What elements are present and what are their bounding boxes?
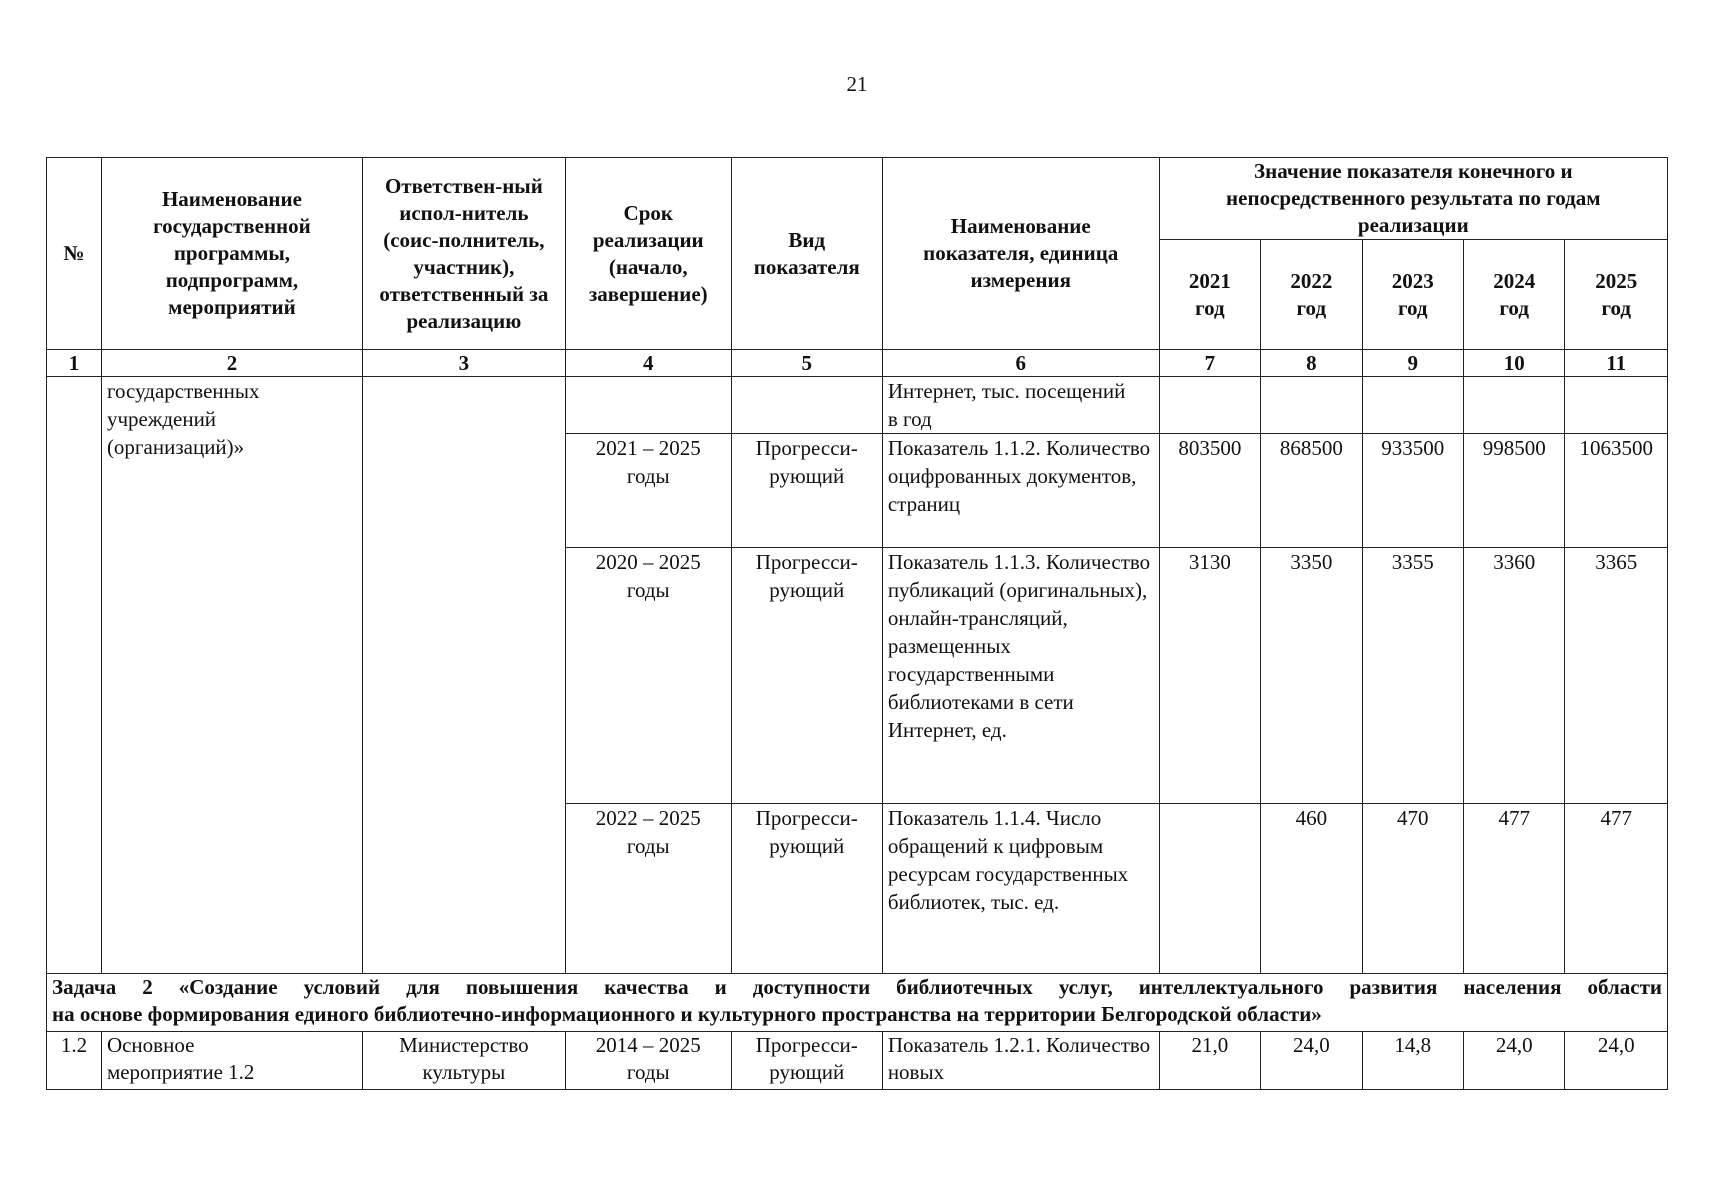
header-values-group: Значение показателя конечного и непосредственного результата по годам реализации bbox=[1159, 158, 1667, 240]
column-number: 7 bbox=[1159, 350, 1260, 377]
program-name-cell: Основное мероприятие 1.2 bbox=[101, 1032, 362, 1090]
table-row bbox=[47, 1032, 1668, 1090]
page-number: 21 bbox=[846, 72, 868, 96]
task-2-line-2: на основе формирования единого библиотечно-информационного и культурного пространства на территории Белгородской области» bbox=[52, 1002, 1322, 1026]
value-2024: 3360 bbox=[1463, 548, 1564, 804]
value-2023 bbox=[1362, 377, 1463, 434]
column-number: 11 bbox=[1565, 350, 1668, 377]
value-2023: 470 bbox=[1362, 804, 1463, 974]
header-type: Вид показателя bbox=[731, 158, 882, 350]
row-num-cell: 1.2 bbox=[47, 1032, 102, 1090]
indicators-table bbox=[46, 157, 1668, 1090]
indicator-cell: Показатель 1.1.4. Число обращений к цифровым ресурсам государственных библиотек, тыс. ед. bbox=[882, 804, 1159, 974]
value-2022: 460 bbox=[1261, 804, 1362, 974]
column-number: 5 bbox=[731, 350, 882, 377]
header-row-1 bbox=[47, 158, 1668, 240]
value-2025 bbox=[1565, 377, 1668, 434]
column-number: 10 bbox=[1463, 350, 1564, 377]
column-number: 3 bbox=[362, 350, 565, 377]
indicator-cell: Показатель 1.1.2. Количество оцифрованных документов, страниц bbox=[882, 434, 1159, 548]
value-2023: 933500 bbox=[1362, 434, 1463, 548]
period-cell: 2020 – 2025 годы bbox=[565, 548, 731, 804]
column-numbers-row bbox=[47, 350, 1668, 377]
column-number: 6 bbox=[882, 350, 1159, 377]
table-row bbox=[47, 377, 1668, 434]
period-cell bbox=[565, 377, 731, 434]
type-cell: Прогресси-рующий bbox=[731, 804, 882, 974]
executor-cell bbox=[362, 377, 565, 974]
value-2021 bbox=[1159, 377, 1260, 434]
indicator-cell: Интернет, тыс. посещений в год bbox=[882, 377, 1159, 434]
value-2024: 477 bbox=[1463, 804, 1564, 974]
header-year-2022: 2022 год bbox=[1261, 240, 1362, 350]
task-2-row bbox=[47, 974, 1668, 1032]
type-cell: Прогресси-рующий bbox=[731, 548, 882, 804]
indicator-cell: Показатель 1.2.1. Количество новых bbox=[882, 1032, 1159, 1090]
type-cell bbox=[731, 377, 882, 434]
value-2024: 24,0 bbox=[1463, 1032, 1564, 1090]
type-cell: Прогресси-рующий bbox=[731, 434, 882, 548]
column-number: 1 bbox=[47, 350, 102, 377]
value-2021: 3130 bbox=[1159, 548, 1260, 804]
header-year-2023: 2023 год bbox=[1362, 240, 1463, 350]
value-2025: 1063500 bbox=[1565, 434, 1668, 548]
row-num-cell bbox=[47, 377, 102, 974]
value-2025: 477 bbox=[1565, 804, 1668, 974]
period-cell: 2014 – 2025 годы bbox=[565, 1032, 731, 1090]
value-2023: 3355 bbox=[1362, 548, 1463, 804]
value-2022 bbox=[1261, 377, 1362, 434]
header-year-2025: 2025 год bbox=[1565, 240, 1668, 350]
value-2021: 21,0 bbox=[1159, 1032, 1260, 1090]
column-number: 8 bbox=[1261, 350, 1362, 377]
header-year-2021: 2021 год bbox=[1159, 240, 1260, 350]
task-2-line-1: Задача 2 «Создание условий для повышения качества и доступности библиотечных услуг, интеллектуального развития населения области bbox=[52, 975, 1662, 999]
header-year-2024: 2024 год bbox=[1463, 240, 1564, 350]
header-indicator: Наименование показателя, единица измерения bbox=[882, 158, 1159, 350]
value-2022: 3350 bbox=[1261, 548, 1362, 804]
period-cell: 2021 – 2025 годы bbox=[565, 434, 731, 548]
column-number: 2 bbox=[101, 350, 362, 377]
indicator-cell: Показатель 1.1.3. Количество публикаций (оригинальных), онлайн-трансляций, размещенных государственными библиотеками в сети Интернет, ед. bbox=[882, 548, 1159, 804]
value-2021: 803500 bbox=[1159, 434, 1260, 548]
header-num: № bbox=[47, 158, 102, 350]
header-program: Наименование государственной программы, подпрограмм, мероприятий bbox=[101, 158, 362, 350]
value-2024 bbox=[1463, 377, 1564, 434]
value-2021 bbox=[1159, 804, 1260, 974]
period-cell: 2022 – 2025 годы bbox=[565, 804, 731, 974]
type-cell: Прогресси-рующий bbox=[731, 1032, 882, 1090]
header-period: Срок реализации (начало, завершение) bbox=[565, 158, 731, 350]
value-2024: 998500 bbox=[1463, 434, 1564, 548]
header-executor: Ответствен-ный испол-нитель (соис-полнитель, участник), ответственный за реализацию bbox=[362, 158, 565, 350]
value-2022: 868500 bbox=[1261, 434, 1362, 548]
value-2025: 3365 bbox=[1565, 548, 1668, 804]
value-2022: 24,0 bbox=[1261, 1032, 1362, 1090]
column-number: 9 bbox=[1362, 350, 1463, 377]
value-2023: 14,8 bbox=[1362, 1032, 1463, 1090]
task-2-heading bbox=[47, 974, 1668, 1032]
value-2025: 24,0 bbox=[1565, 1032, 1668, 1090]
program-name-continued: государственных учреждений (организаций)» bbox=[101, 377, 362, 974]
column-number: 4 bbox=[565, 350, 731, 377]
executor-cell: Министерство культуры bbox=[362, 1032, 565, 1090]
